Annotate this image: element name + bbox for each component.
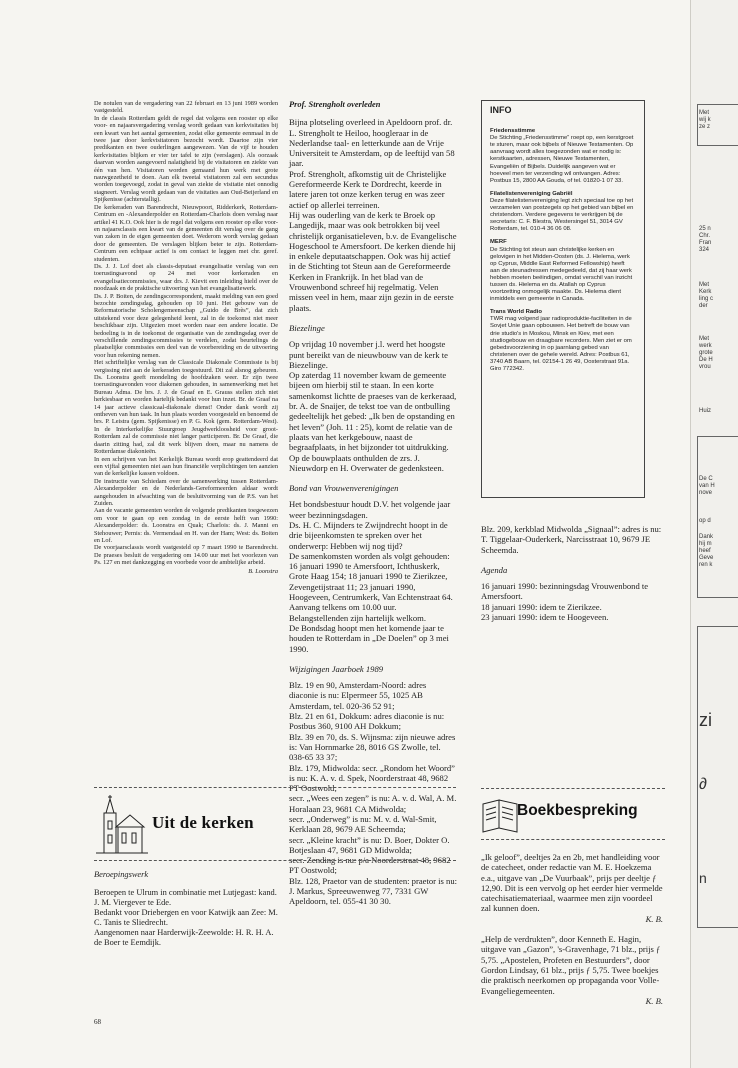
book-icon [481,794,521,834]
beroep-line: Bedankt voor Driebergen en voor Katwijk aan Zee: M. C. Tanis te Sliedrecht. [94,908,278,927]
info-box [481,100,645,498]
book-review: „Help de verdrukten”, door Kenneth E. Hagin, uitgave van „Gazon”, 's-Gravenhage, 71 blz., prijs ƒ 5,75. „Apostelen, Profeten en Bestuurders”, door Gordon Lindsay, 61 blz., prijs ƒ 5,75. Twee boekjes die praktisch neerkomen op propaganda voor Volle-Evangeliegemeenten. [481,934,661,996]
jaarboek-item: secr. Zending is nu: p/a Noorderstraat 48, 9682 PT Oostwold; [289,855,451,876]
beroep-line: Beroepen te Ulrum in combinatie met Lutjegast: kand. J. M. Viergever te Ede. [94,888,277,907]
jaarboek-item: Blz. 128, Praetor van de studenten: praetor is nu: J. Markus, Spreeuwenweg 77, 7331 GW Apeldoorn, tel. 055-41 30 30. [289,875,458,907]
article-paragraph: Op vrijdag 10 november j.l. werd het hoogste punt bereikt van de nieuwbouw van de kerk te Biezelinge. [289,339,448,370]
jaarboek-item: Blz. 179, Midwolda: secr. „Rondom het Woord” is nu: K. A. v. d. Spek, Noorderstraat 48, 9682 PT Oostwold; [289,762,455,794]
jaarboek-item: Blz. 19 en 90, Amsterdam-Noord: adres diaconie is nu: Elpermeer 55, 1025 AB Amsterdam, tel. 020-36 52 91; [289,680,427,711]
info-heading: Friedensstimme [490,128,536,135]
agenda-item: 23 januari 1990: idem te Hoogeveen. [481,612,609,623]
info-text: De Stichting tot steun aan christelijke kerken en gelovigen in het Midden-Oosten (ds. J. Hielema, werk op Cyprus, Middle East Reformed Fellowship) heeft aan de steunadressen medegedeeld, dat zij haar werk hebben moeten beëindigen, omdat verschil van inzicht tussen ds. Hielema en ds. Atallah op Cyprus voortzetting onmogelijk maakte. Ds. Hielema dient inmiddels een gemeente in Canada. [490,246,633,303]
info-title: INFO [490,105,512,115]
page-number: 68 [94,1018,101,1026]
edge-text: zi [699,710,712,730]
jaarboek-item: secr. „Kleine kracht” is nu: D. Boer, Dokter O. Botjeslaan 47, 9681 GD Midwolda; [289,834,450,855]
report-paragraph: Ds. J. J. Lof doet als classis-deputaat evangelisatie verslag van een toerustingsavond op 24 mei voor kerkeraden en evangelisatiecommissies, waar drs. J. Kievit een inleiding hield over de noodzaak en de praktische uitvoering van het evangelisatiewerk. [94,262,278,293]
jaarboek-item: Blz. 21 en 61, Dokkum: adres diaconie is nu: Postbus 360, 9100 AH Dokkum; [289,711,445,732]
jaarboek-item: secr. „Wees een zegen” is nu: A. v. d. Wal, A. M. Horalaan 23, 9681 CA Midwolda; [289,793,457,814]
review-signature: K. B. [645,913,663,924]
edge-text: Met wij k ze z [699,110,711,130]
edge-text: 25 n Chr. Fran 324 [699,226,712,253]
boekbespreking-title: Boekbespreking [517,802,638,819]
info-heading: MERF [490,239,507,246]
heading-bond: Bond van Vrouwenverenigingen [289,483,399,494]
edge-text: ∂ [699,776,707,793]
report-paragraph: De kerkeraden van Barendrecht, Nieuwpoort, Ridderkerk, Rotterdam-Centrum en -Alexanderpolder en Rotterdam-Charlois doen verslag naar artikel 41 K.O. Ook hier is de regel dat volgens een rooster op elke voor- en najaarsclassis een kwart van de gemeenten dit verslag over de gang van zaken in de eigen gemeenten doet. Wederom wordt verslag gedaan door de gemeenten. De verslagen blijken beter te zijn. Rotterdam-Centrum een echtpaar actief is om contact te leggen met chr. geref. studenten. [94,203,278,263]
review-signature: K. B. [645,995,663,1006]
info-text: TWR mag volgend jaar radioproduktie-faciliteiten in de Sovjet Unie gaan opbouwen. Het betreft de bouw van drie studio's in Moskou, Minsk en Kiev, met een studiogebouw en draagbare recorders. Men ziet er om gebedsvoorziening in op jaarnlang gebed van christenen over de gehele wereld. Adres: Postbus 61, 3740 AB Baarn, tel. 02154-1 26 49, Oosterstraat 91a. Giro 772342. [490,316,632,372]
info-heading: Trans World Radio [490,309,542,316]
news-column [289,100,457,907]
uit-de-kerken-title: Uit de kerken [152,813,254,832]
article-paragraph: Bijna plotseling overleed in Apeldoorn prof. dr. L. Strengholt te Heiloo, hoogleraar in de Nederlandse taal- en letterkunde aan de Vrije Universiteit te Amsterdam, op de leeftijd van 58 jaar. [289,117,455,169]
info-text: De Stichting „Friedensstimme” roept op, een kerstgroet te sturen, maar ook bijbels of Nieuwe Testamenten. Op aanvraag wordt alles toegezonden wat er nodig is: kerstkaarten, adressen, Nieuwe Testamenten, Evangeliën of Bijbels. Duidelijk aangeven wat er hoeveel men ter verzending wil ontvangen. Adres: Postbus 15, 2800 AA Gouda, of tel. 01820-1 07 33. [490,135,634,184]
edge-text: Met werk grote De H vrou [699,336,713,370]
beroep-line: Aangenomen naar Harderwijk-Zeewolde: H. R. H. A. de Boer te Eemdijk. [94,928,274,947]
beroepingswerk-section [94,870,278,948]
next-page-edge [690,0,738,1068]
heading-wijzigingen: Wijzigingen Jaarboek 1989 [289,663,384,674]
heading-agenda: Agenda [481,564,508,575]
report-paragraph: De notulen van de vergadering van 22 februari en 13 juni 1989 worden vastgesteld. [94,100,278,115]
report-paragraph: De instructie van Schiedam over de samenwerking tussen Rotterdam-Alexanderpolder en de Nederlands-Gereformeerden aldaar wordt aangehouden in afwachting van de besluitvorming van de P.S. van het Zuiden. [94,477,278,507]
heading-strengholt: Prof. Strengholt overleden [289,100,381,109]
jaarboek-item: Blz. 39 en 70, ds. S. Wijnsma: zijn nieuwe adres is: Van Hornmarke 28, 8016 GS Zwolle, tel. 038-65 33 37; [289,731,456,763]
report-paragraph: Aan de vacante gemeenten worden de volgende predikanten toegewezen om voor te gaan op een zondag in de eerste helft van 1990: Alexanderpolder: ds. Loonstra en Quak; Charlois: ds. J. Manni en Stehouwer; Pernis: ds. Vermendaal en H. van der Ham; West: ds. Boiten en Lof. [94,507,278,544]
article-paragraph: Het bondsbestuur houdt D.V. het volgende jaar weer bezinningsdagen. [289,499,451,520]
report-paragraph: Het schriftelijke verslag van de Classicale Diakonale Commissie is bij vergissing niet aan de kerkeraden toegestuurd. Dit zal alsnog gebeuren. Ds. Loonstra geeft mondeling de hoofdzaken weer. Er zijn twee toerustingsavonden voor diakenen gehouden, in samenwerking met het Bureau Adma. De brs. J. J. de Graaf en E. Grauss stellen zich niet herkiesbaar en worden hartelijk bedankt voor hun inzet. Br. de Graaf na 14 jaar actieve classicaal-diakonale dienst! Onder dank wordt zij ontheven van hun taak. In hun plaats worden voorgesteld en benoemd de brs. P. Leistra (gem. Spijkenisse) en P. G. Kok (gem. Rotterdam-West). In de Interkerkelijke Stuurgroep Jeugdwerkloosheid voor groot-Rotterdam zal de commissie niet langer participeren. Br. De Graaf, die daarin zitting had, zal dit werk blijven doen, maar nu namens de Rotterdamse diakonieën. [94,359,278,456]
edge-text: Met Kerk ling c der [699,282,714,309]
agenda-item: 18 januari 1990: idem te Zierikzee. [481,601,602,612]
dashed-rule [94,860,456,861]
article-paragraph: Hij was ouderling van de kerk te Broek op Langedijk, maar was ook betrokken bij veel christelijk organisatieleven, b.v. de Evangelische Hogeschool te Amersfoort. De kerken diende hij in enkele deputaatschappen. Ook was hij actief in de Stichting tot Steun aan de Gereformeerde Kerken in Frankrijk. In het blad van de Vrouwenbond schreef hij regelmatig. Velen missen veel in hem, maar zijn gezin in de eerste plaats. [289,209,457,313]
report-paragraph: Ds. J. P. Boiten, de zendingscorrespondent, maakt melding van een goed bezochte zendingsdag, gehouden op 10 juni. Het gebouw van de Reformatorische Scholengemeenschap „Guido de Brès”, dat zich uitstekend voor deze gelegenheid leent, zal in de toekomst niet meer beschikbaar zijn. Uitgezien moet worden naar een andere locatie. De bedoeling is in de toekomst de organisatie van de zendingsdag over de verschillende zendingscommissies te verdelen, zodat beurtelings de plaatselijke commissies een deel van de voorbereiding en de uitvoering voor hun rekening nemen. [94,292,278,359]
article-paragraph: Prof. Strengholt, afkomstig uit de Christelijke Gereformeerde Kerk te Dordrecht, keerde in latere jaren tot onze kerken terug en was zeer actief op allerlei terreinen. [289,168,447,210]
agenda-item: 16 januari 1990: bezinningsdag Vrouwenbond te Amersfoort. [481,581,649,602]
right-column [481,100,663,622]
boekbespreking-banner [481,788,665,840]
info-text: Deze filatelistenvereniging legt zich speciaal toe op het verzamelen van postzegels op het gebied van bijbel en christendom. Verdere gegevens te verkrijgen bij de secretaris: C. F. Blestra, Westersingel 51, 3014 GV Rotterdam, tel. 010-4 36 06 08. [490,197,634,233]
report-paragraph: In de classis Rotterdam geldt de regel dat volgens een rooster op elke voor- en najaarsvergadering verslag wordt gedaan van kerkvisitaties bij een kwart van het aantal gemeenten, zodat elke gemeente eenmaal in de twee jaar door kerkvisitatoren bezocht wordt. Daartoe zijn vier predikanten en twee ouderlingen aangewezen. Van de vijf te houden kerkvisitaties blijken er vier ter tafel te zijn (verslagen). Als oorzaak daarvan worden aangevoerd nalatigheid bij de visitatoren en ziekte van één van hen. Visitatoren worden gemaand hun werk met grote nauwgezetheid te doen. Aan elk tweetal visitatoren zal een secundus worden toegevoegd, zodat in geval van ziekte de visitatie niet onnodig stagneert. Verslag wordt gedaan van de visitaties aan Oud-Beijerland en Spijkenisse (achterstallig). [94,114,278,204]
edge-text: Huiz [699,408,712,414]
dashed-rule [481,839,665,840]
church-icon [96,793,148,855]
edge-text: De C van H nove [699,476,715,496]
heading-biezelinge: Biezelinge [289,322,325,333]
edge-text: n [699,870,707,886]
report-paragraph: De voorjaarsclassis wordt vastgesteld op 7 maart 1990 te Barendrecht. De praeses besluit de vergadering om 14.00 uur met het voorlezen van Ps. 127 en met dankzegging en voorbede voor de ambtelijke arbeid. [94,544,278,567]
edge-box [697,436,738,598]
article-paragraph: De samenkomsten worden als volgt gehouden: 16 januari 1990 te Amersfoort, Ichthuskerk, Grote Haag 154; 18 januari 1990 te Zierikzee, Zevengetijstraat 11; 23 januari 1990, Hoogeveen, Centrumkerk, Van Echtenstraat 64. Aanvang telkens om 10.00 uur. Belangstellenden zijn hartelijk welkom. [289,550,453,623]
midwolda-notice: Blz. 209, kerkblad Midwolda „Signaal”: adres is nu: T. Tiggelaar-Ouderkerk, Narcisstraat 10, 9679 JE Scheemda. [481,524,662,555]
info-heading: Filatelistenvereniging Gabriël [490,190,573,197]
edge-text: op d [699,518,711,524]
book-review: „Ik geloof”, deeltjes 2a en 2b, met handleiding voor de catecheet, onder redactie van M. E. Hoekzema e.a., uitgave van „De Vuurbaak”, prijs per deeltje ƒ 12,90. Dit is een vervolg op het eerder hier vermelde catechisatiemateriaal, waarmee men zijn voordeel zal kunnen doen. [481,852,663,914]
article-paragraph: Ds. H. C. Mijnders te Zwijndrecht hoopt in de drie bijeenkomsten te spreken over het onderwerp: Hebben wij nog tijd? [289,519,448,551]
heading-beroepingswerk: Beroepingswerk [94,870,149,879]
article-paragraph: De Bondsdag hoopt men het komende jaar te houden te Rotterdam in „De Doelen” op 3 mei 1990. [289,622,449,654]
jaarboek-item: secr. „Onderweg” is nu: M. v. d. Wal-Smit, Kerklaan 28, 9679 AE Scheemda; [289,814,437,835]
edge-text: Dank hij m heef Geve ren k [699,534,714,568]
dashed-rule [94,787,456,788]
report-paragraph: In een schrijven van het Kerkelijk Bureau wordt erop geattendeerd dat een vijftal gemeenten niet aan hun financiële verplichtingen ten aanzien van de kerkelijke kassen voldoen. [94,455,278,478]
dashed-rule [481,788,665,789]
article-paragraph: Op zaterdag 11 november kwam de gemeente bijeen om hierbij stil te staan. In een korte samenkomst lichtte de praeses van de kerkeraad, br. A. de Snaijer, de tekst toe van de ontbulling gedeeltelijk het gebed: „Ik ben de opstanding en het leven” (Joh. 11 : 25), komt de relatie van de plaats van het kerkgebouw, naast de begraafplaats, in het bijzonder tot uitdrukking. Op de bouwplaats onthulden de zrs. J. Nieuwdorp en H. Overwater de gedenksteen. [289,370,457,473]
report-signature: B. Loonstra [248,567,278,575]
uit-de-kerken-banner [94,787,456,861]
book-reviews [481,852,663,1006]
classis-report-column [94,100,278,575]
